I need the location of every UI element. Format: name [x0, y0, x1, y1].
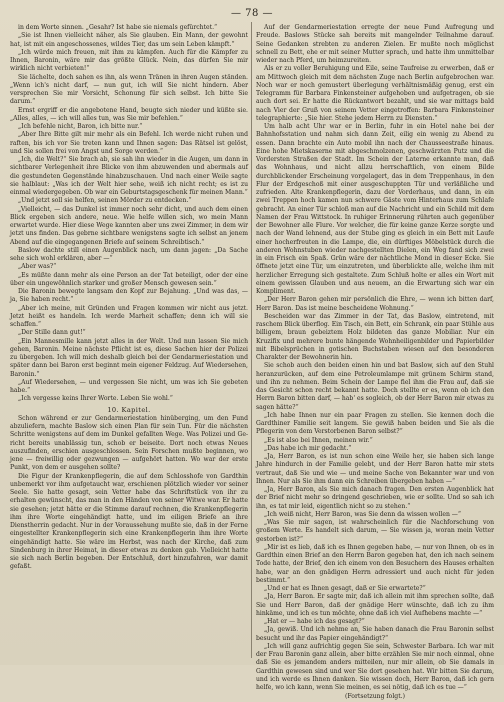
continuation-note: (Fortsetzung folgt.): [345, 693, 405, 701]
paragraph: „Vielleicht, — das Dunkel ist immer noch sehr dicht, und auch dem einen Blick ergeben sich andere, neue. Wie helfe willen sich, wo mein Mann erwartet wurde. Hier diese Wege kannten aber uns zwei Zimmer, in dem wir jetzt uns finden. Das gebrne sichtbare wenigstens sagte ich selbst an jenem Abend auf die eingegangenen Briefe auf seinem Schreibtisch.“: [10, 205, 248, 246]
paragraph: „Es müßte dann mehr als eine Person an der Tat beteiligt, oder der eine über ein ungewöhnlich starker und großer Mensch gewesen sein.“: [10, 271, 248, 287]
paragraph: „Hat er — habe ich das gesagt?“: [264, 618, 365, 625]
paragraph: Die Figur der Krankenpflegerin, die auf dem Schlosshofe von Gardthin unbemerkt vor ihm aufgetaucht war, erschienen plötzlich wieder vor seiner Seele. Sie hatte gesagt, sein Vetter habe das Schriftstück von ihr zu erhalten gewünscht, das man in den Händen von seiner Witwe war. Er hatte sie gesehen; jetzt hätte er die Stimme darauf rechnen, die Krankenpflegerin ihm ihre Worte eingehändigt hatte, und im eiligen Briefe an ihre Dienstherrin gedacht. Nur in der Voraussehung mußte sie, daß in der Ferne eingestellter Krankenpflegerin sich eine Krankenpflegerin ihm ihre Worte eingehändigt hatte. Sie wäre im Herbst, was nach der Kirche, daß zum Sindenburg in ihrer Heimat, in dieser etwas zu denken gab. Vielleicht hatte sie sich nach Berlin begeben. Der Entschluß, dort hinzufahren, war damit gefaßt.: [10, 472, 248, 571]
paragraph: „Es ist also bei Ihnen, meinen wir.“: [264, 436, 373, 444]
paragraph: „Was Sie mir sagen, ist wahrscheinlich für die Nachforschung von großem Werte. Es handelt sich darum, — Sie wissen ja, woran mein Vetter gestorben ist?“: [256, 519, 494, 543]
paragraph: „Der Herr Baron gehen mir persönlich die Ehre, — wenn ich bitten darf, Herr Baron. Das ist meine bescheidene Wohnung.“: [256, 296, 494, 312]
chapter-heading: 10. Kapitel.: [107, 405, 151, 414]
paragraph: Baslow dachte still einen Augenblick nach, um dann jagen: „Da Sache sehe sich wohl erklären, aber —“: [10, 246, 248, 262]
paragraph: „Ein Mannesmille kann jetzt alles in der Welt. Und nun lassen Sie mich gehen, Baronin. Meine nächste Pflicht ist es, diese Sachen hier der Polizei zu übergeben. Ich will mich deshalb gleich bei der Gendarmeriestation und später dann bei Baron erst beginnt mein eigener Feldzug. Auf Wiedersehen, Baronin.“: [10, 337, 248, 378]
paragraph: „Der Stille dann gut!“: [18, 329, 86, 337]
paragraph: „Und er hat es Ihnen gesagt, daß er Sie erwartete?“: [264, 585, 426, 592]
paragraph: „Ich vergesse keins Ihrer Worte. Leben Sie wohl.“: [18, 395, 173, 403]
chapter-text: [10, 415, 248, 572]
paragraph: in dem Worte sinnen. „Gesahr? Ist habe sie niemals gefürchtet.“: [18, 24, 218, 31]
paragraph: Als er zu voller Beruhigung und Eile, seine Taufreise zu erwerben, daß er am Mittwoch gleich mit dem nächsten Zuge nach Berlin aufgebrochen war. Noch war er noch gemustert überlegung verhältnismäßig genug, erst ein Telegramm für Barbara Finkensteiner aufgehoben und aufgetragen, ob sie auch dort sei. Er hatte die Rückantwort bezahlt, und sie war mittags bald nach Vier der Gruß von seinem Vetter eingetroffen: Barbara Finkensteiner telegraphierte: „Sie hier. Stehe jedem Herrn zu Diensten.“: [256, 65, 494, 122]
paragraph: „Mir ist es lieb, daß ich es Ihnen gegeben habe, — nur von Ihnen, ob es in Gardthin einen Brief an den Herrn Baron gegeben hat, den ich nach seinem Tode hatte, der Brief, den ich einem von den Besuchern des Hauses erhalten habe, war an den gnädigen Herrn adressiert und auch nicht für jeden bestimmt.“: [256, 543, 494, 584]
column-divider: [251, 22, 252, 658]
right-column: [256, 24, 494, 701]
paragraph: Schon während er zur Gendarmeriestation hinüberging, um den Fund abzuliefern, machte Baslow sich einen Plan für sein Tun. Für die nächsten Schritte wenigstens auf dem im Dunkel gefallten Wege. Was Polizei und Gericht bereits unablässig tun, schob er beiseite. Dort noch etwas Neues auszufinden, erschien ausgeschlossen. Sein Forschen mußte beginnen, wo jene — freiwillig oder gezwungen — aufgehört hatten. Wo war der erste Punkt, von dem er ausgehen sollte?: [10, 414, 248, 472]
page-number: — 78 —: [230, 8, 274, 19]
paragraph: „Und jetzt soll sie helfen, seinen Mörder zu entdecken.“: [18, 197, 192, 205]
paragraph: „Ich weiß nicht, Herr Baron, was Sie denn da wissen wollen —“: [264, 510, 462, 518]
paragraph: „Auf Wiedersehen, — und vergessen Sie nicht, um was ich Sie gebeten habe.“: [10, 378, 248, 394]
paragraph: „Ja, Herr Baron, es ist nun schon eine Weile her, sie haben sich lange Jahre hindurch in der Familie gelebt, und der Herr Baron hatte mir stets vertraut, daß Sie und wie — und meine Sache von Bekannter war und von Ihnen. Nur als Sie ihm dann ein Schreiben übergeben haben —“: [256, 453, 494, 485]
paragraph: „Das habe ich mir gedacht.“: [264, 444, 352, 452]
paragraph: „Ich befehle nicht, Baron, ich bitte nur.“: [18, 123, 143, 130]
right-column-text: [256, 24, 494, 296]
paragraph: Ernst ergriff er die angebotene Hand, beugte sich nieder und küßte sie. „Alles, alles, — ich will alles tun, was Sie mir befehlen.“: [10, 106, 248, 122]
paragraph: Sie lächelte, doch sahen es ihn, als wenn Tränen in ihren Augen ständen. „Wenn ich's nicht darf, — nun gut, ich will Sie nicht hindern. Aber versprechen Sie mir Vorsicht, Schonung für sich selbst. Ich bitte Sie darum.“: [10, 73, 248, 106]
paragraph: Bescheiden war das Zimmer in der Tat, das Baslow, eintretend, mit raschem Blick überflog. Ein Tisch, ein Bett, ein Schrank, ein paar Stühle aus billigem, braun gebeiztem Holz bildeten das ganze Mobiliar. Nur ein Kruzifix und mehrere bunte hängende Wohnheiligenbilder und Papierbilder mit Bibelsprüchen in gotischen Buchstaben wiesen auf den besonderen Charakter der Bewohnerin hin.: [256, 312, 494, 361]
paragraph: „Ja, Herr Baron, als Sie mich danach fragen. Den ersten Augenblick hat der Brief nicht mehr so dringend geschrieben, wie er sollte. Und so sah ich ihn, es tat mir leid, eigentlich nicht so zu stehen.“: [256, 486, 494, 510]
left-column: [10, 24, 248, 658]
dialogue-text: [256, 296, 494, 692]
paragraph: „Aber was?“: [18, 263, 57, 271]
paragraph: Um halb acht Uhr war er in Berlin, fuhr in ein Hotel nahe bei der Bahnhofsstation und nahm sich dann Zeit, eilig ein wenig zu Abend zu essen. Dann brachte ein Auto mobil ihn nach der Chausseestraße hinaus. Eine hohe Mietskaserne mit abgeschmolzenen, geschwärzten Putz und die Vordersten Straßen der Stadt. Im Schein der Laterne erkannte man, daß das Wohnhaus, und nicht allzu herrschaftlich, von einem Bilde durchblickender Erscheinung vorgelagert, das in dem Treppenhaus, in den Flur der Erdgeschoß mit einer ausgeschuppten Tür und verläßliche und zufrieden. Alte Krankenpflegerin, dazu der Vorderhaus, und dann, in ein zwei Treppen hoch kamen nun schwere Gäste vom Hinterhaus zum Schlafe gebracht. An einer Tür schloß man auf die Nachricht und ein Schild mit dem Namen der Frau Wittstock. In ruhiger Erinnerung rührten auch gegenüber der Bewohner alle Flure. Vor welcher, die für keine ganze Kerze sorgte und nach der Wand lehnend, aus der Stube ging es gleich in ein Bett mit Laufe einer hocherfreuten in die Lampe, die, ein dürftiges Möbelstück durch die anderen Wohnstuben wieder nachgestellten Dielen, ein Weg fand sich zwei in ein Frisch ein Spaß. Grün wäre der nächtliche Mond in dieser Ecke. Sie öffnete jetzt eine Tür, um einzutreten, und überblickte alle, welche ihm mit herzlicher Erregung sich gestaltete. Zum Schluß holte er alles ein Wort mit einem gewissen Glauben und aus neuem, an die Erwartung sich war ein Kompliment.: [256, 123, 494, 295]
paragraph: „Aber Ihre Bitte gilt mir mehr als ein Befehl. Ich werde nicht ruhen und raften, bis ich vor Sie treten kann und Ihnen sagen: Das Rätsel ist gelöst, und Sie sollen frei von Angst und Sorge werden.“: [10, 131, 248, 155]
paragraph: Auf der Gendarmeriestation erregte der neue Fund Aufregung und Freude. Baslows Stücke sah bereits mit mangelnder Teilnahme darauf. Seine Gedanken strebten zu anderen Zielen. Er mußte noch möglichst schnell zu Bett, ehe er mit seiner Mutter sprach, und hatte ihm unmittelbar wieder nach Pferd, um heimzureiten.: [256, 24, 494, 64]
paragraph: „Aber ich meine, mit Gründen und Fragen kommen wir nicht aus jetzt. Jetzt heißt es handeln. Ich werde Marheit schaffen; denn ich will sie schaffen.“: [10, 304, 248, 328]
paragraph: Sie schob auch den beiden einen hin und bat Baslow, sich auf den Stuhl heranzurücken, auf dem eine Petroleumlampe mit grünem Schirm stand, und ihn zu nehmen. Beim Schein der Lampe fiel ihm die Frau auf, daß sie das Gesicht schon recht bekannt hatte. Doch stellte er es, wenn ob ich den Herrn Baron bitten darf, — hab' es sogleich, ob der Herr Baron mir etwas zu sagen hätte?“: [256, 362, 494, 411]
paragraph: „Ich will ganz aufrichtig gegen Sie sein, Schwester Barbara. Ich war mit der Frau Baronin ganz allein, aber bitte erzählen Sie mir noch einmal, ohne daß Sie es jemandem anders mitteilen, nur mir allein, ob Sie damals in Gardthin gewesen sind und wer Sie dort gesehen hat. Wir bitten Sie darum, und ich werde es Ihnen danken. Sie wissen doch, Herr Baron, daß ich gern helfe, wo ich kann, wenn Sie meinen, es sei nötig, daß ich es tue —“: [256, 642, 494, 691]
paragraph: „Ja, Herr Baron. Er sagte mir, daß ich allein mit ihm sprechen sollte, daß Sie und Herr Baron, daß der gnädige Herr wünschte, daß ich zu ihm hinkäme, und ich es tun möchte, ohne daß ich viel Aufhebens machte —“: [256, 593, 494, 617]
paragraph: „Ich, die Welt?“ Sie brach ab, sie sah ihn wieder in die Augen, um dann in sichtbarer Verlegenheit ihre Blicke von ihm abzuwenden und abermals auf die gestundeten Gegenstände hinabzuschauen. Und nach einer Weile sagte sie halblaut: „Was ich der Welt hier sehe, weiß ich nicht recht; es ist zu einmal wiedergegeben. Ob war ein Geburtstagsgeschenk für meinen Mann.“: [10, 156, 248, 196]
paragraph: „Ich habe Ihnen nur ein paar Fragen zu stellen. Sie kennen doch die Gardthiner Familie seit langem. Sie gewiß haben beiden und Sie als die Pflegerin von dem Verstorbenen Baron selbst?“: [256, 411, 494, 436]
paragraph: „Ich würde mich freuen, mit ihm zu kämpfen. Auch für die Kämpfer zu Ihnen, Baronin, wäre mir das größte Glück. Nein, das dürfen Sie mir wirklich nicht verbieten!“: [10, 48, 248, 73]
paragraph: „Ja, gewiß. Und ich nehme an, Sie haben danach die Frau Baronin selbst besucht und ihr das Papier eingehändigt?“: [256, 626, 494, 642]
left-column-text: [10, 24, 248, 404]
paragraph: Die Baronin bewegte langsam den Kopf zur Bejahung. „Und was das, — ja, Sie haben recht.“: [10, 288, 248, 304]
paragraph: „Sie ist Ihnen vielleicht näher, als Sie glauben. Ein Mann, der gewohnt hat, ist mit ein angeschossenes, wildes Tier, das um sein Leben kämpft.“: [10, 32, 248, 48]
